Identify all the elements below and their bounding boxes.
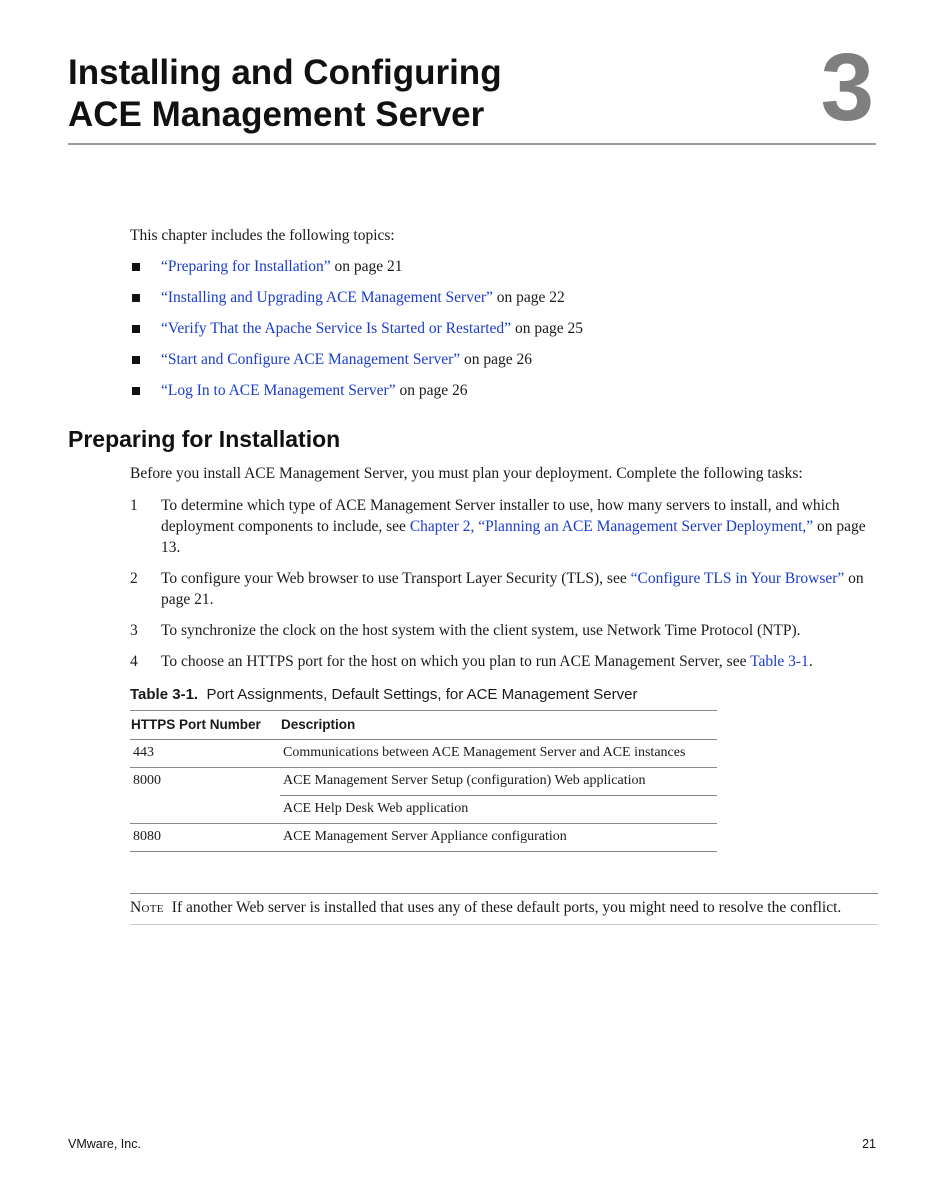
topic-item: [130, 319, 583, 350]
description-cell: ACE Management Server Setup (configuration) Web application: [280, 768, 717, 796]
square-bullet-icon: [132, 387, 140, 395]
port-cell: [130, 796, 280, 824]
note-text: If another Web server is installed that uses any of these default ports, you might need to resolve the conflict.: [171, 899, 842, 916]
step-link-configure-tls[interactable]: “Configure TLS in Your Browser”: [630, 570, 845, 587]
chapter-title: [68, 52, 502, 136]
intro-text: This chapter includes the following topics:: [130, 227, 395, 244]
description-cell: ACE Help Desk Web application: [280, 796, 717, 824]
square-bullet-icon: [132, 325, 140, 333]
step-page-ref: on page 13.: [161, 518, 866, 556]
topic-page-ref: on page 25: [511, 320, 583, 337]
table-header-row: [130, 711, 717, 740]
section-lead: Before you install ACE Management Server, you must plan your deployment. Complete the following tasks:: [130, 465, 803, 482]
step-item: [130, 568, 878, 610]
square-bullet-icon: [132, 263, 140, 271]
table-row: [130, 740, 717, 768]
step-item: [130, 495, 878, 558]
step-number: 3: [130, 622, 138, 639]
description-cell: Communications between ACE Management Server and ACE instances: [280, 740, 717, 768]
step-suffix: .: [808, 653, 813, 670]
step-text: To determine which type of ACE Management Server installer to use, how many servers to install, and which deployment components to include, see: [161, 497, 840, 535]
topic-page-ref: on page 26: [460, 351, 533, 368]
title-divider: [68, 143, 876, 145]
step-number: 1: [130, 497, 138, 514]
port-cell: 443: [130, 740, 280, 768]
table-row: [130, 824, 717, 852]
table-caption-text: Port Assignments, Default Settings, for ACE Management Server: [206, 686, 638, 703]
topic-item: [130, 381, 583, 412]
table-row: [130, 796, 717, 824]
column-header-port: HTTPS Port Number: [130, 711, 280, 740]
step-text: To configure your Web browser to use Transport Layer Security (TLS), see: [161, 570, 631, 587]
step-link-chapter-2[interactable]: Chapter 2, “Planning an ACE Management Server Deployment,”: [409, 518, 814, 535]
table-caption: [130, 685, 637, 705]
topic-page-ref: on page 21: [330, 258, 403, 275]
description-cell: ACE Management Server Appliance configuration: [280, 824, 717, 852]
port-cell: 8080: [130, 824, 280, 852]
topic-item: [130, 350, 583, 381]
note-box: [130, 893, 878, 925]
topic-item: [130, 257, 583, 288]
topic-list: [130, 257, 583, 412]
topic-page-ref: on page 26: [395, 382, 468, 399]
port-assignments-table: [130, 710, 717, 852]
square-bullet-icon: [132, 356, 140, 364]
topic-link-start-configure[interactable]: “Start and Configure ACE Management Server”: [161, 351, 461, 368]
chapter-number: 3: [820, 34, 874, 141]
step-text: To choose an HTTPS port for the host on which you plan to run ACE Management Server, see: [161, 653, 751, 670]
step-item: [130, 651, 878, 672]
topic-item: [130, 288, 583, 319]
step-text: To synchronize the clock on the host system with the client system, use Network Time Protocol (NTP).: [161, 622, 801, 639]
step-item: [130, 620, 878, 641]
section-heading: Preparing for Installation: [68, 426, 341, 452]
topic-link-verify-apache[interactable]: “Verify That the Apache Service Is Started or Restarted”: [161, 320, 512, 337]
chapter-title-line-2: ACE Management Server: [68, 95, 485, 134]
step-number: 4: [130, 653, 138, 670]
chapter-title-line-1: Installing and Configuring: [68, 53, 502, 92]
task-steps: [130, 495, 878, 682]
note-label: Note: [130, 899, 164, 916]
port-cell: 8000: [133, 773, 161, 788]
topic-link-installing[interactable]: “Installing and Upgrading ACE Management Server”: [161, 289, 493, 306]
step-link-table-3-1[interactable]: Table 3-1: [750, 653, 809, 670]
table-row: [130, 768, 717, 796]
square-bullet-icon: [132, 294, 140, 302]
footer-page-number: 21: [862, 1137, 876, 1151]
topic-link-log-in[interactable]: “Log In to ACE Management Server”: [161, 382, 396, 399]
table-caption-label: Table 3-1.: [130, 686, 199, 703]
step-number: 2: [130, 570, 138, 587]
topic-link-preparing[interactable]: “Preparing for Installation”: [161, 258, 331, 275]
column-header-description: Description: [280, 711, 717, 740]
footer-company: VMware, Inc.: [68, 1137, 141, 1151]
step-page-ref: on page 21.: [161, 570, 864, 608]
topic-page-ref: on page 22: [492, 289, 565, 306]
